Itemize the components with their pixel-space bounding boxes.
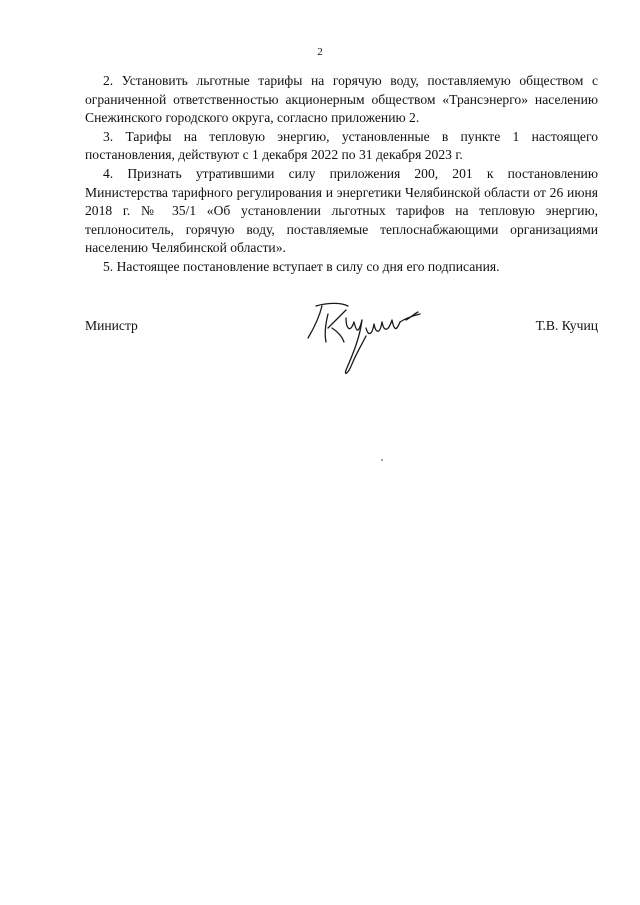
handwritten-signature-icon	[302, 300, 442, 380]
position-title: Министр	[85, 318, 138, 333]
paragraph-3: 3. Тарифы на тепловую энергию, установленные в пункте 1 настоящего постановления, действуют с 1 декабря 2022 по 31 декабря 2023 г.	[85, 128, 598, 163]
paragraph-5: 5. Настоящее постановление вступает в силу со дня его подписания.	[103, 258, 500, 274]
document-body	[85, 72, 598, 277]
paragraph-2: 2. Установить льготные тарифы на горячую воду, поставляемую обществом с ограниченной ответственностью акционерным обществом «Трансэнерго» населению Снежинского городского округа, согласно приложению 2.	[85, 73, 598, 126]
signatory-name: Т.В. Кучиц	[535, 318, 598, 333]
paragraph-4: 4. Признать утратившими силу приложения 200, 201 к постановлению Министерства тарифного регулирования и энергетики Челябинской области от 26 июня 2018 г. № 35/1 «Об установлении льготных тарифов на тепловую энергию, теплоноситель, горячую воду, поставляемые теплоснабжающими организациями населению Челябинской области».	[85, 165, 598, 256]
page-number: 2	[317, 46, 323, 58]
scan-speck	[381, 459, 383, 461]
